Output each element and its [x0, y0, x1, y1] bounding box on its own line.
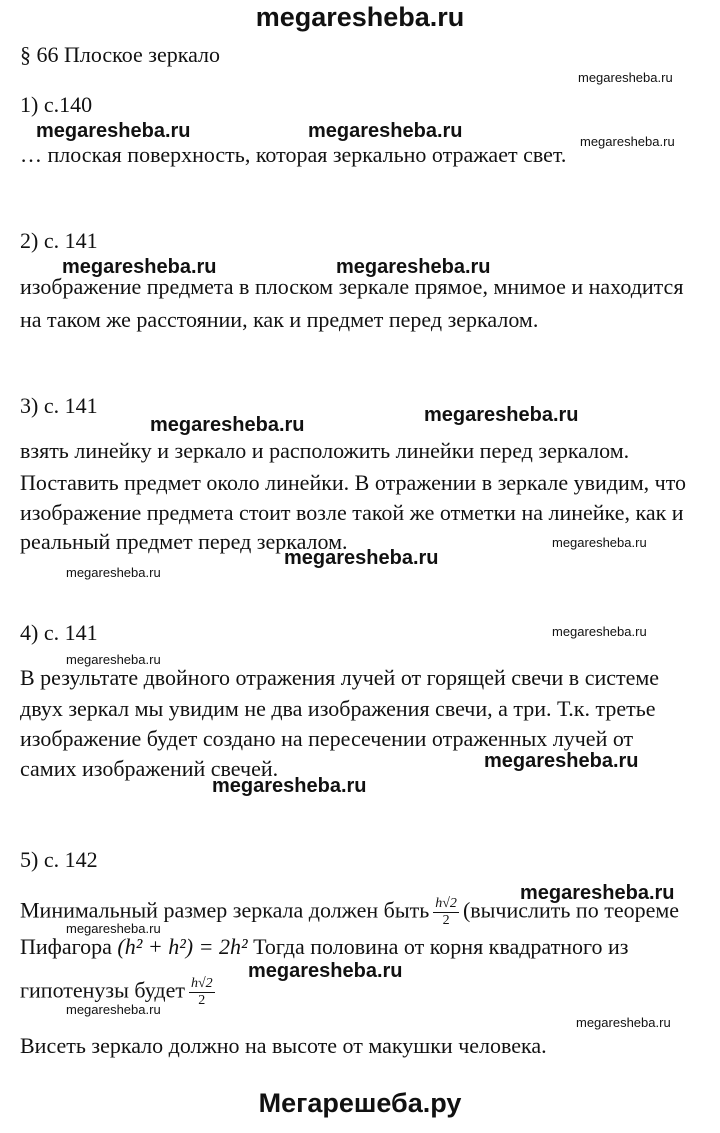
question-5-text: Минимальный размер зеркала должен быть	[20, 897, 430, 923]
section-title: § 66 Плоское зеркало	[20, 42, 221, 67]
question-5-text: Пифагора	[20, 934, 112, 959]
watermark: megaresheba.ru	[520, 882, 675, 904]
watermark: megaresheba.ru	[212, 775, 367, 797]
question-2-label: 2) с. 141	[20, 228, 98, 253]
watermark: megaresheba.ru	[336, 256, 491, 278]
watermark: megaresheba.ru	[552, 535, 647, 550]
watermark: megaresheba.ru	[578, 70, 673, 85]
watermark: megaresheba.ru	[576, 1015, 671, 1030]
fraction-denominator: 2	[198, 993, 206, 1008]
question-5-label: 5) с. 142	[20, 847, 98, 872]
site-header: megaresheba.ru	[255, 2, 465, 32]
watermark: megaresheba.ru	[248, 960, 403, 982]
watermark: megaresheba.ru	[484, 750, 639, 772]
pythagoras-formula: (h² + h²) = 2h²	[117, 934, 248, 959]
question-5-line-2	[20, 934, 628, 960]
question-1-line: … плоская поверхность, которая зеркально отражает свет.	[20, 142, 567, 167]
watermark: megaresheba.ru	[150, 414, 305, 436]
question-5-text: гипотенузы будет	[20, 977, 185, 1003]
watermark: megaresheba.ru	[62, 256, 217, 278]
watermark: megaresheba.ru	[580, 134, 675, 149]
watermark: megaresheba.ru	[66, 652, 161, 667]
watermark: megaresheba.ru	[66, 1002, 161, 1017]
watermark: megaresheba.ru	[424, 404, 579, 426]
fraction-numerator: h√2	[190, 976, 213, 991]
question-3-line: реальный предмет перед зеркалом.	[20, 529, 348, 554]
watermark: megaresheba.ru	[308, 120, 463, 142]
watermark: megaresheba.ru	[66, 565, 161, 580]
question-3-line: взять линейку и зеркало и расположить линейки перед зеркалом.	[20, 438, 630, 463]
watermark: megaresheba.ru	[36, 120, 191, 142]
question-5-line-4: Висеть зеркало должно на высоте от макушки человека.	[20, 1033, 547, 1058]
watermark: megaresheba.ru	[284, 547, 439, 569]
watermark: megaresheba.ru	[552, 624, 647, 639]
question-1-label: 1) с.140	[20, 92, 93, 117]
question-4-line: самих изображений свечей.	[20, 756, 279, 781]
question-3-line: Поставить предмет около линейки. В отражении в зеркале увидим, что	[20, 470, 687, 495]
fraction	[189, 976, 215, 1009]
fraction-numerator: h√2	[435, 896, 457, 911]
question-5-text: Тогда половина от корня квадратного из	[253, 934, 629, 959]
fraction	[433, 896, 459, 929]
question-5-text: (вычислить по теореме	[462, 897, 680, 923]
question-3-label: 3) с. 141	[20, 393, 98, 418]
question-2-line: изображение предмета в плоском зеркале прямое, мнимое и находится	[20, 274, 684, 299]
watermark: megaresheba.ru	[66, 921, 161, 936]
question-4-line: изображение будет создано на пересечении отраженных лучей от	[20, 726, 634, 751]
fraction-denominator: 2	[442, 913, 450, 928]
site-footer: Мегарешеба.ру	[258, 1088, 462, 1118]
question-4-line: В результате двойного отражения лучей от горящей свечи в системе	[20, 665, 660, 690]
question-2-line: на таком же расстоянии, как и предмет перед зеркалом.	[20, 307, 539, 332]
question-4-line: двух зеркал мы увидим не два изображения свечи, а три. Т.к. третье	[20, 696, 656, 721]
question-3-line: изображение предмета стоит возле такой же отметки на линейке, как и	[20, 500, 684, 525]
question-4-label: 4) с. 141	[20, 620, 98, 645]
